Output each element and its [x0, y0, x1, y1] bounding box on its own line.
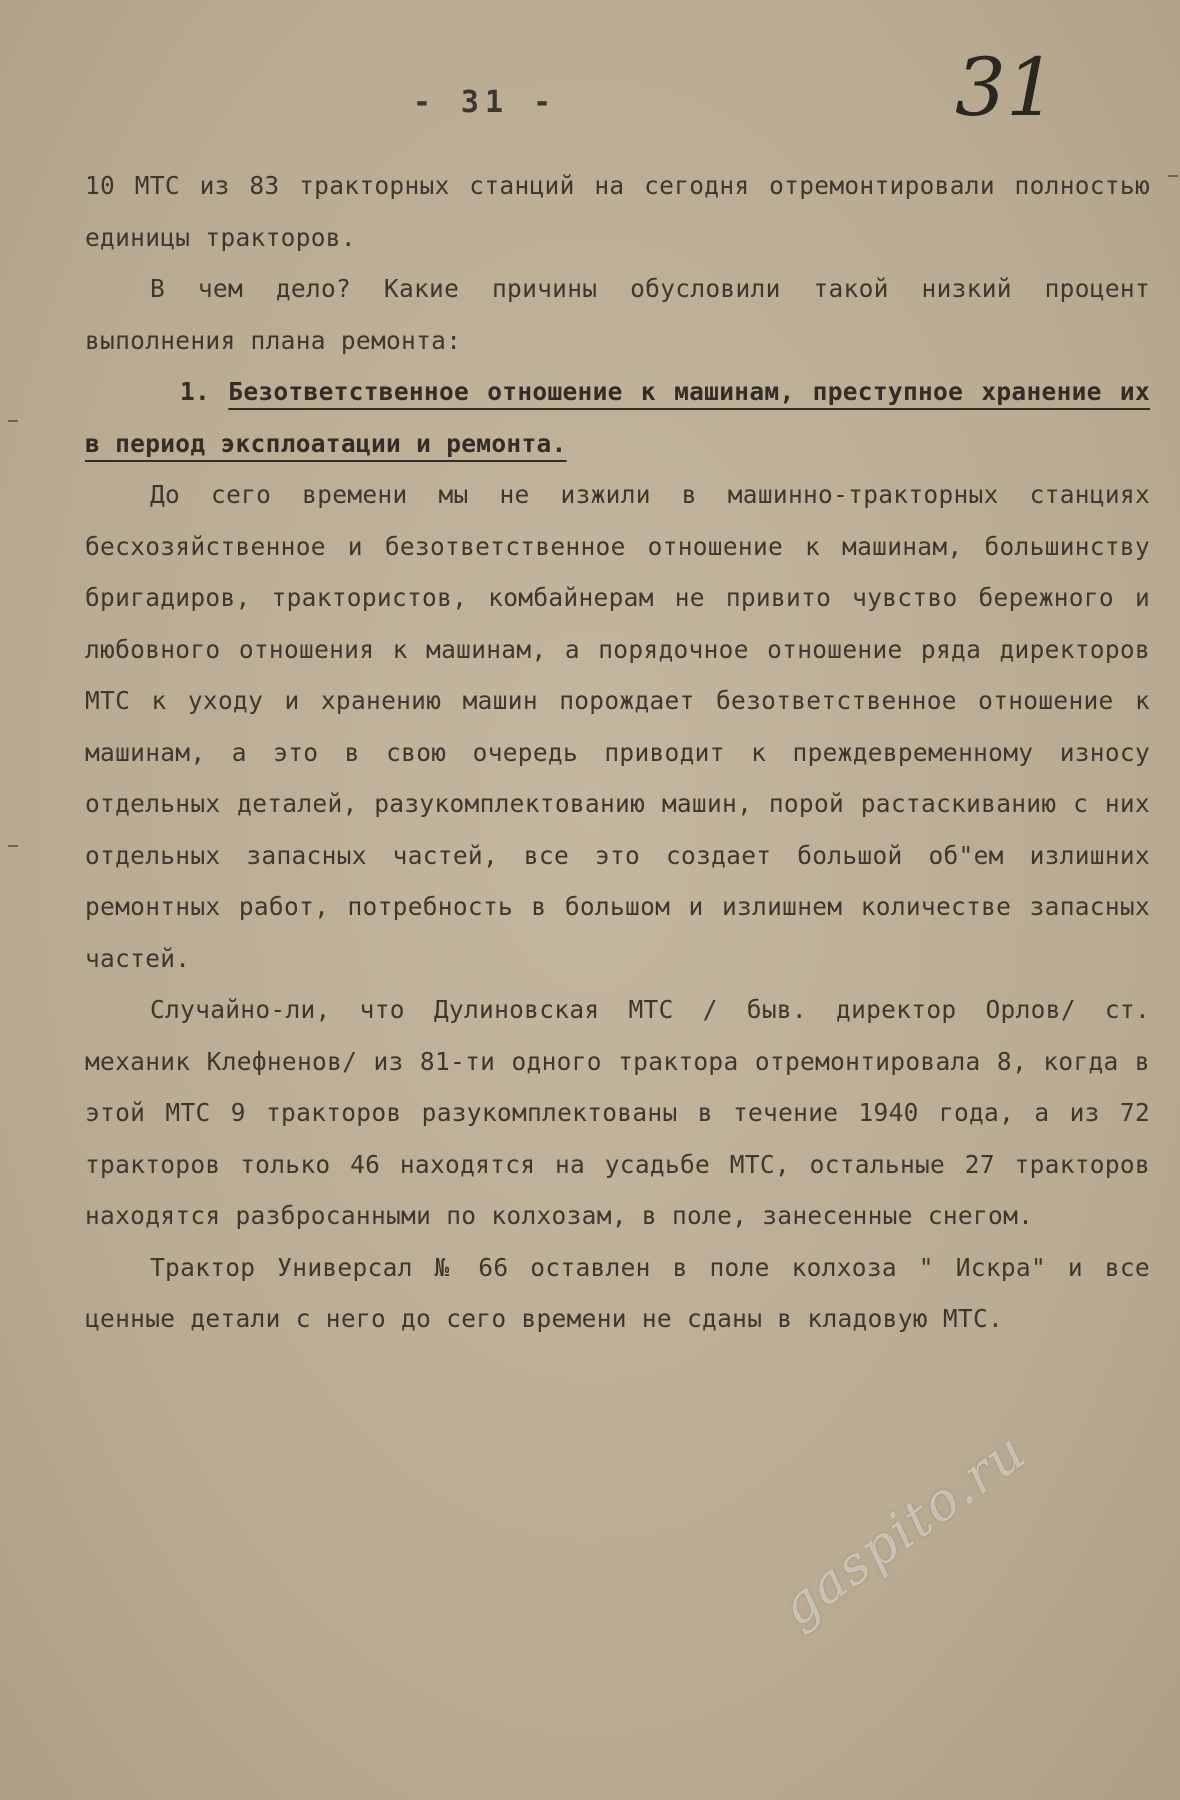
- paragraph-2: В чем дело? Какие причины обусловили такой низкий процент выполнения плана ремонта:: [85, 274, 1150, 355]
- paragraph-4: Случайно-ли, что Дулиновская МТС / быв. директор Орлов/ ст. механик Клефненов/ из 81-ти одного трактора отремонтировала 8, когда в этой МТС 9 тракторов разукомплектованы в течение 1940 года, а из 72 тракторов только 46 находятся на усадьбе МТС, остальные 27 тракторов находятся разбросанными по колхозам, в поле, занесенные снегом.: [85, 995, 1150, 1230]
- paragraph-3: До сего времени мы не изжили в машинно-тракторных станциях бесхозяйственное и безответственное отношение к машинам, большинству бригадиров, трактористов, комбайнерам не привито чувство бережного и любовного отношения к машинам, а порядочное отношение ряда директоров МТС к уходу и хранению машин порождает безответственное отношение к машинам, а это в свою очередь приводит к преждевременному износу отдельных деталей, разукомплектованию машин, порой растаскиванию с них отдельных запасных частей, все это создает большой об"ем излишних ремонтных работ, потребность в большом и излишнем количестве запасных частей.: [85, 480, 1150, 973]
- paragraph-1: 10 МТС из 83 тракторных станций на сегодня отремонтировали полностью единицы тракторов.: [85, 171, 1150, 252]
- margin-mark: [8, 420, 18, 422]
- margin-mark: [1168, 175, 1178, 177]
- item-number: 1.: [180, 377, 211, 406]
- numbered-item-1: [85, 366, 1150, 469]
- page-number: - 31 -: [412, 85, 558, 120]
- margin-mark: [8, 845, 18, 847]
- handwritten-page-number: 31: [955, 41, 1057, 134]
- item-heading: Безответственное отношение к машинам, преступное хранение их в период эксплоатации и ремонта.: [85, 377, 1150, 458]
- document-body: [85, 160, 1150, 1345]
- paragraph-5: Трактор Универсал № 66 оставлен в поле колхоза " Искра" и все ценные детали с него до сего времени не сданы в кладовую МТС.: [85, 1252, 1150, 1333]
- watermark: gaspito.ru: [770, 1421, 1038, 1639]
